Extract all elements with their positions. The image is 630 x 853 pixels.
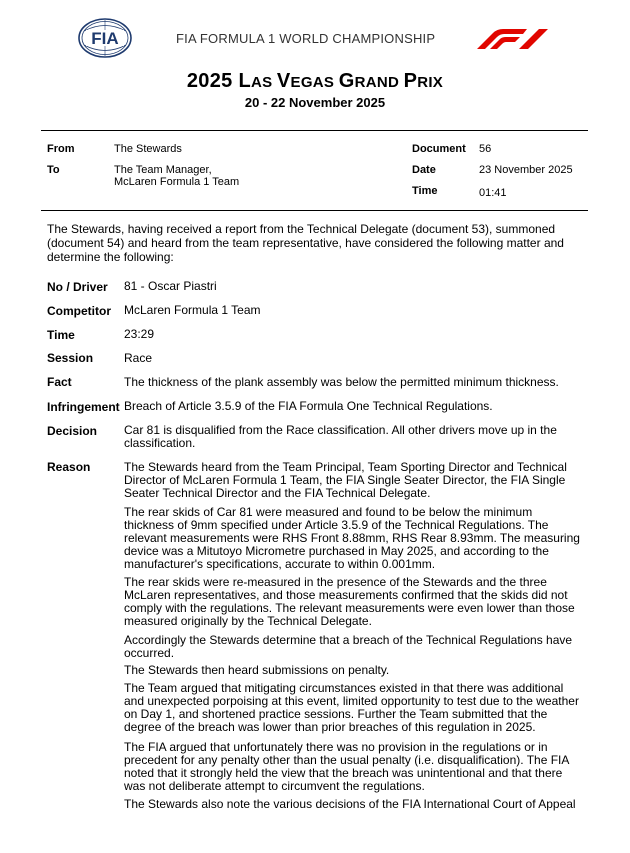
- reason-paragraph: The Stewards also note the various decisions of the FIA International Court of Appeal: [124, 797, 576, 811]
- reason-paragraph: The Team argued that mitigating circumstances existed in that there was additional and unexpected porpoising at this event, limited opportunity to test due to the weather on Day 1, and shortened practice sessions. Further the Team submitted that the degree of the breach was lower than prior breaches of this regulation in 2025.: [124, 681, 579, 734]
- intro-paragraph: The Stewards, having received a report from the Technical Delegate (document 53), summoned (document 54) and heard from the team representative, have considered the following matter and determine the following:: [47, 222, 564, 264]
- document-value: 56: [479, 143, 492, 155]
- session-label: Session: [47, 351, 94, 365]
- reason-paragraph: Accordingly the Stewards determine that a breach of the Technical Regulations have occurred.: [124, 633, 573, 660]
- to-line-2: McLaren Formula 1 Team: [114, 176, 240, 188]
- fact-value: The thickness of the plank assembly was below the permitted minimum thickness.: [124, 375, 559, 389]
- date-label: Date: [412, 164, 436, 176]
- decision-value: Car 81 is disqualified from the Race classification. All other drivers move up in the classification.: [124, 423, 557, 450]
- document-header: [0, 0, 630, 60]
- decision-label: Decision: [47, 424, 98, 438]
- fia-logo: [78, 18, 132, 58]
- f1-logo: [475, 27, 549, 49]
- bottom-divider: [41, 210, 588, 211]
- infringement-value: Breach of Article 3.5.9 of the FIA Formula One Technical Regulations.: [124, 399, 493, 413]
- championship-title: FIA FORMULA 1 WORLD CHAMPIONSHIP: [176, 31, 436, 46]
- document-label: Document: [412, 143, 466, 155]
- to-label: To: [47, 164, 60, 176]
- from-label: From: [47, 143, 75, 155]
- reason-paragraph: The Stewards heard from the Team Principal, Team Sporting Director and Technical Director of McLaren Formula 1 Team, the FIA Single Seater Director, the FIA Single Seater Technical Director and the FIA Technical Delegate.: [124, 460, 567, 500]
- event-title: 2025 LAS VEGAS GRAND PRIX: [186, 70, 444, 92]
- time-row-value: 23:29: [124, 327, 155, 341]
- time-value: 01:41: [479, 187, 507, 199]
- from-value: The Stewards: [114, 143, 182, 155]
- to-line-1: The Team Manager,: [114, 164, 212, 176]
- time-row-label: Time: [47, 328, 75, 342]
- infringement-label: Infringement: [47, 400, 120, 414]
- no-driver-value: 81 - Oscar Piastri: [124, 279, 217, 293]
- date-value: 23 November 2025: [479, 164, 573, 176]
- reason-paragraph: The FIA argued that unfortunately there was no provision in the regulations or in precedent for any penalty other than the usual penalty (i.e. disqualification). The FIA noted that it strongly held the view that the breach was unintentional and that there was not deliberate attempt to circumvent the regulations.: [124, 740, 569, 793]
- reason-paragraph: The rear skids of Car 81 were measured and found to be below the minimum thickness of 9mm specified under Article 3.5.9 of the Technical Regulations. The relevant measurements were RHS Front 8.88mm, RHS Rear 8.93mm. The measuring device was a Mitutoyo Micrometre purchased in May 2025, and according to the manufacturer's specifications, accurate to within 0.001mm.: [124, 505, 580, 571]
- reason-paragraph: The Stewards then heard submissions on penalty.: [124, 663, 390, 677]
- competitor-value: McLaren Formula 1 Team: [124, 303, 261, 317]
- competitor-label: Competitor: [47, 304, 111, 318]
- session-value: Race: [124, 351, 153, 365]
- top-divider: [41, 130, 588, 131]
- no-driver-label: No / Driver: [47, 280, 108, 294]
- reason-label: Reason: [47, 460, 91, 474]
- fact-label: Fact: [47, 375, 72, 389]
- time-label: Time: [412, 185, 438, 197]
- event-dates: 20 - 22 November 2025: [244, 95, 386, 110]
- fia-logo-text: FIA: [91, 29, 119, 48]
- reason-paragraph: The rear skids were re-measured in the presence of the Stewards and the three McLaren representatives, and those measurements confirmed that the skids did not comply with the regulations. The relevant measurements were even lower than those measured originally by the Technical Delegate.: [124, 575, 575, 628]
